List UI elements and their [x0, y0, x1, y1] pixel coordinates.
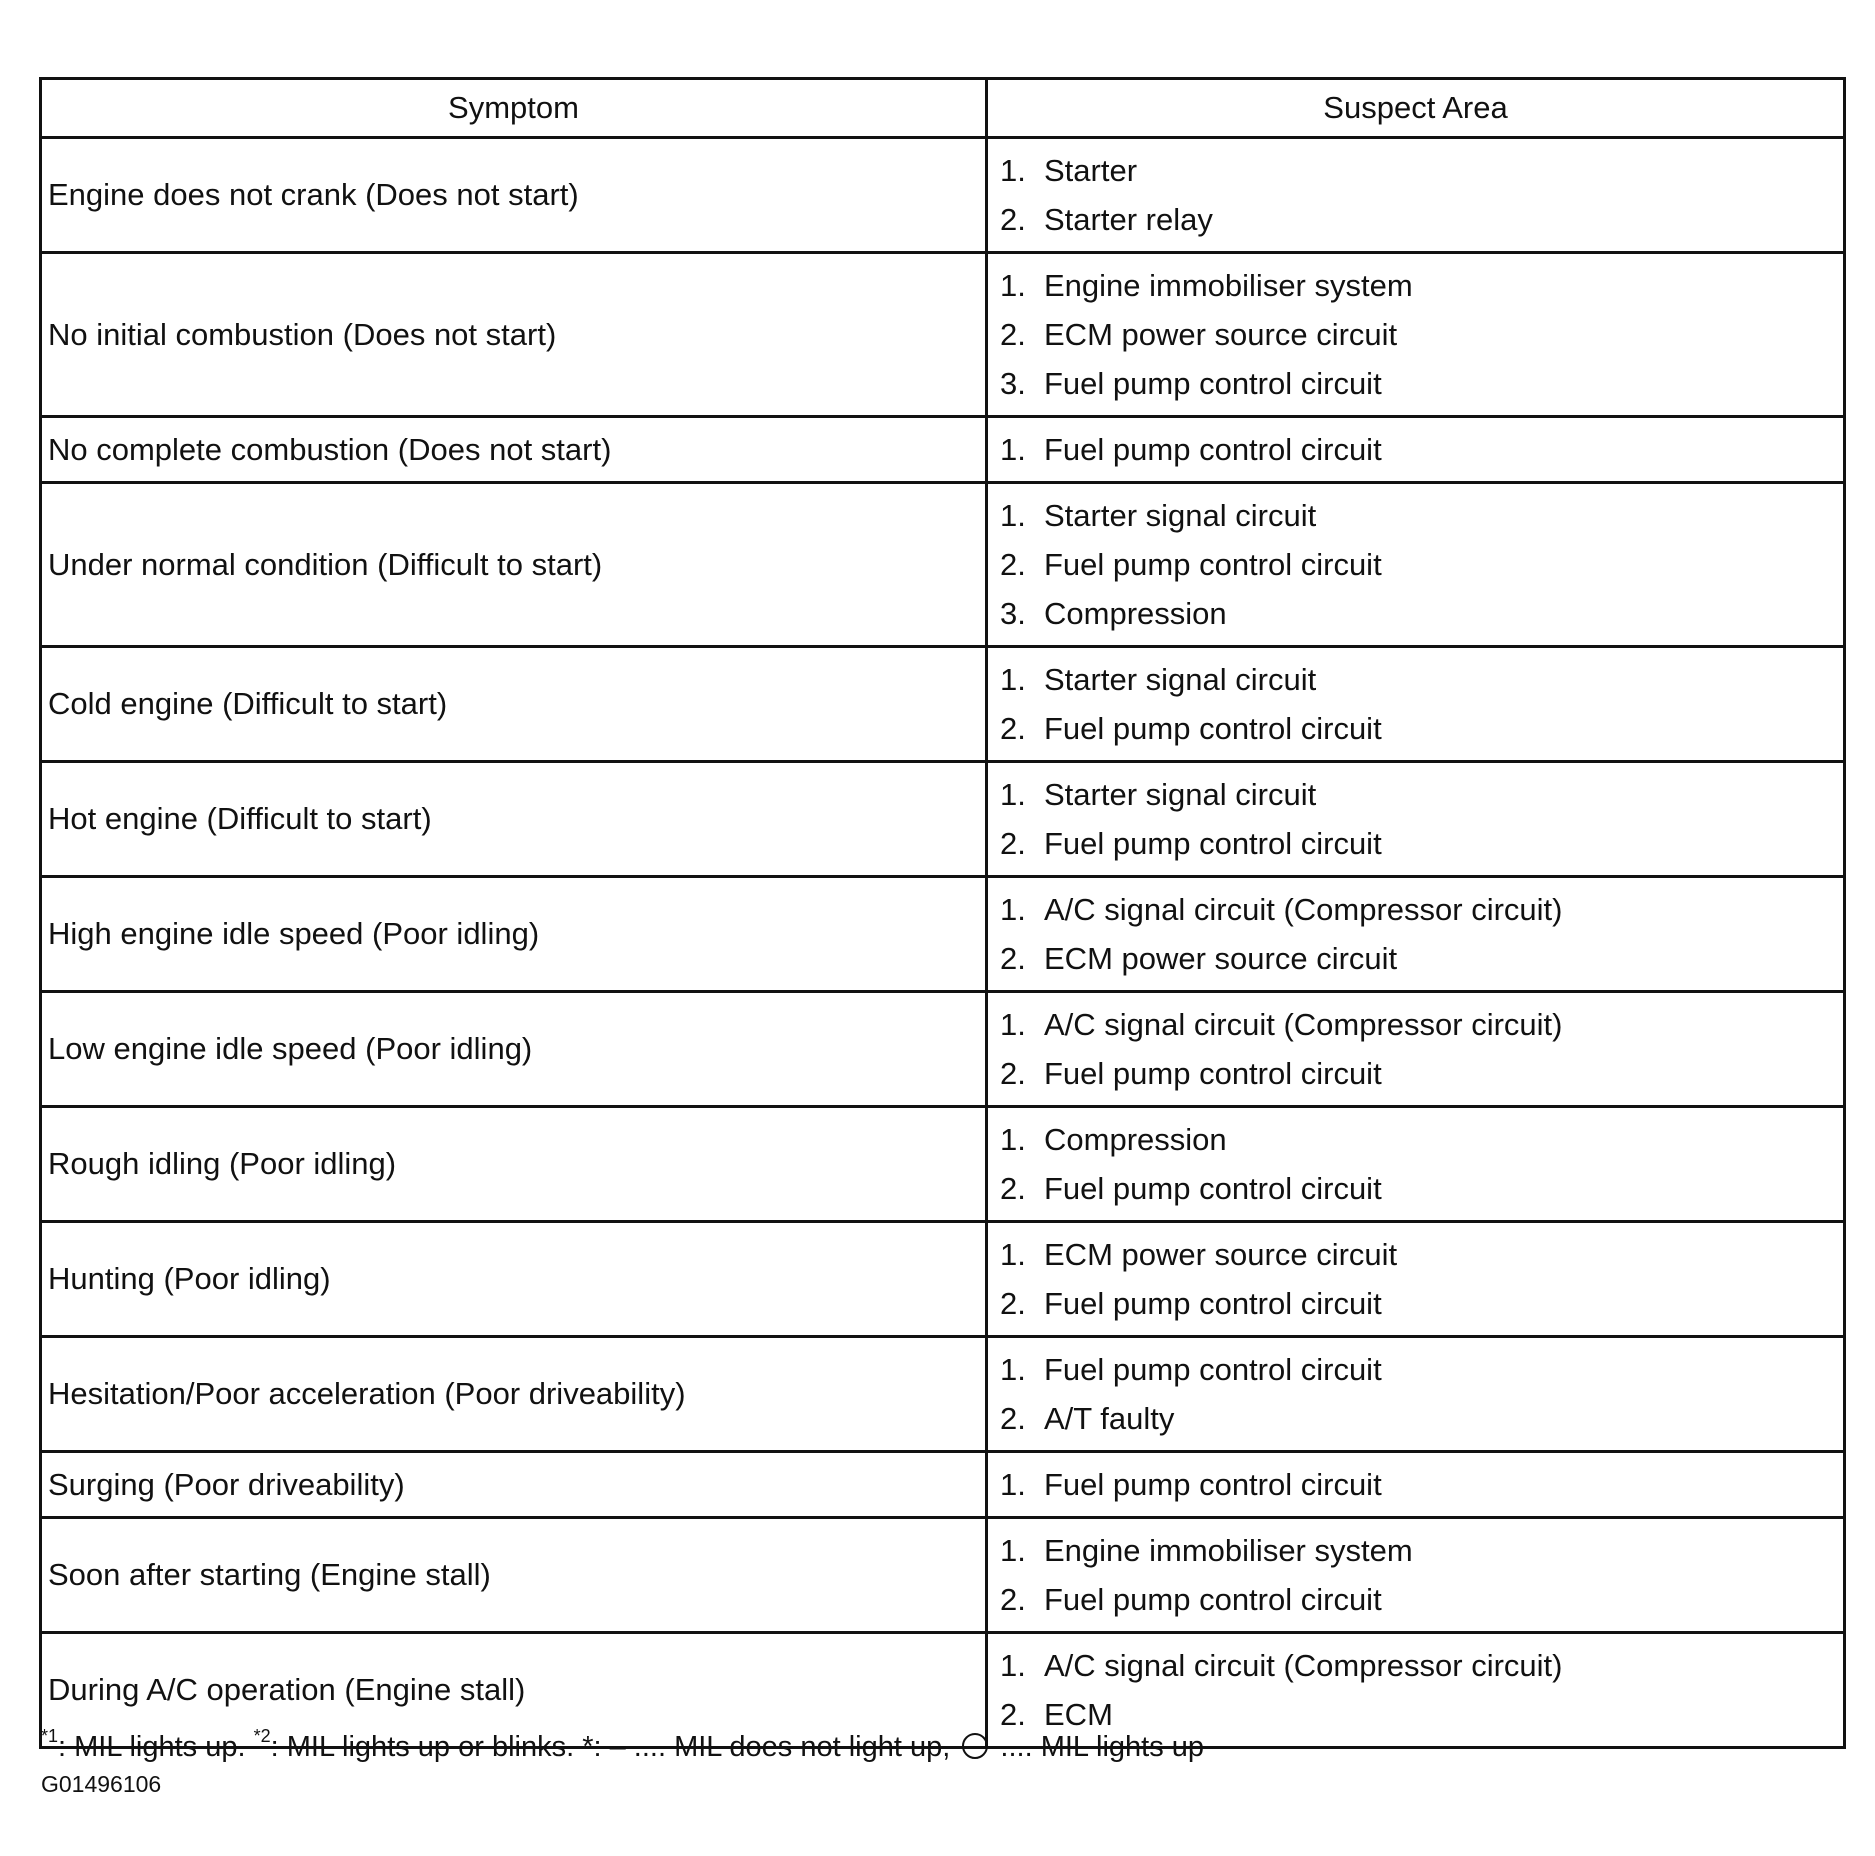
table-row: [41, 1337, 1845, 1452]
symptom-table: [39, 77, 1846, 1749]
suspect-item: [1000, 934, 1843, 983]
symptom-cell: Engine does not crank (Does not start): [41, 138, 987, 253]
symptom-cell: No initial combustion (Does not start): [41, 253, 987, 417]
suspect-item: [1000, 1641, 1843, 1690]
suspect-item: [1000, 425, 1843, 474]
suspect-area-cell: [987, 1518, 1845, 1633]
suspect-item: [1000, 589, 1843, 638]
symptom-cell: Under normal condition (Difficult to start): [41, 483, 987, 647]
suspect-item-number: 2.: [1000, 1401, 1026, 1436]
symptom-cell: Hesitation/Poor acceleration (Poor driveability): [41, 1337, 987, 1452]
suspect-item-number: 1.: [1000, 268, 1026, 303]
suspect-item-text: Fuel pump control circuit: [1044, 366, 1382, 401]
header-row: [41, 79, 1845, 138]
suspect-item: [1000, 540, 1843, 589]
suspect-area-cell: [987, 1337, 1845, 1452]
suspect-item-number: 1.: [1000, 498, 1026, 533]
symptom-cell: Surging (Poor driveability): [41, 1452, 987, 1518]
suspect-item: [1000, 1049, 1843, 1098]
suspect-area-cell: [987, 138, 1845, 253]
suspect-item-number: 2.: [1000, 711, 1026, 746]
suspect-item-text: Starter relay: [1044, 202, 1213, 237]
suspect-item-number: 2.: [1000, 202, 1026, 237]
suspect-item: [1000, 885, 1843, 934]
suspect-area-cell: [987, 877, 1845, 992]
suspect-item: [1000, 1164, 1843, 1213]
suspect-area-cell: [987, 1107, 1845, 1222]
suspect-item: [1000, 310, 1843, 359]
footnote: [41, 1726, 1204, 1764]
suspect-item-number: 2.: [1000, 941, 1026, 976]
suspect-item-number: 1.: [1000, 777, 1026, 812]
suspect-item-text: Fuel pump control circuit: [1044, 711, 1382, 746]
circle-icon: [962, 1733, 988, 1759]
suspect-item-text: Fuel pump control circuit: [1044, 432, 1382, 467]
suspect-area-cell: [987, 1452, 1845, 1518]
table-row: [41, 762, 1845, 877]
symptom-cell: Cold engine (Difficult to start): [41, 647, 987, 762]
suspect-item-text: Fuel pump control circuit: [1044, 1467, 1382, 1502]
suspect-item: [1000, 770, 1843, 819]
symptom-cell: Hot engine (Difficult to start): [41, 762, 987, 877]
suspect-item-text: Fuel pump control circuit: [1044, 1286, 1382, 1321]
suspect-item-text: A/T faulty: [1044, 1401, 1175, 1436]
footnote-text-1: : MIL lights up.: [58, 1731, 254, 1763]
suspect-item-number: 1.: [1000, 153, 1026, 188]
table-row: [41, 1518, 1845, 1633]
footnote-text-2: : MIL lights up or blinks. *: – .... MIL does not light up,: [270, 1731, 959, 1763]
suspect-item-text: Starter: [1044, 153, 1138, 188]
suspect-item: [1000, 1526, 1843, 1575]
suspect-item-text: ECM power source circuit: [1044, 317, 1398, 352]
suspect-area-cell: [987, 647, 1845, 762]
suspect-item-text: Compression: [1044, 1122, 1227, 1157]
table-row: [41, 1452, 1845, 1518]
suspect-item-text: A/C signal circuit (Compressor circuit): [1044, 1648, 1563, 1683]
suspect-item: [1000, 491, 1843, 540]
suspect-item-text: A/C signal circuit (Compressor circuit): [1044, 1007, 1563, 1042]
suspect-item-number: 2.: [1000, 826, 1026, 861]
suspect-item: [1000, 704, 1843, 753]
suspect-item-text: Fuel pump control circuit: [1044, 547, 1382, 582]
suspect-item-number: 2.: [1000, 1286, 1026, 1321]
suspect-item-text: Fuel pump control circuit: [1044, 1582, 1382, 1617]
suspect-item: [1000, 146, 1843, 195]
symptom-cell: Soon after starting (Engine stall): [41, 1518, 987, 1633]
suspect-area-cell: [987, 1222, 1845, 1337]
suspect-item: [1000, 359, 1843, 408]
suspect-item: [1000, 1575, 1843, 1624]
suspect-item-number: 1.: [1000, 432, 1026, 467]
suspect-item-text: Engine immobiliser system: [1044, 1533, 1413, 1568]
table-row: [41, 1107, 1845, 1222]
suspect-item-number: 1.: [1000, 892, 1026, 927]
suspect-item-number: 1.: [1000, 1467, 1026, 1502]
suspect-item-number: 1.: [1000, 1533, 1026, 1568]
suspect-area-cell: [987, 253, 1845, 417]
suspect-item-number: 3.: [1000, 596, 1026, 631]
suspect-item: [1000, 1115, 1843, 1164]
suspect-item-number: 1.: [1000, 1237, 1026, 1272]
suspect-item: [1000, 1460, 1843, 1509]
table-row: [41, 417, 1845, 483]
suspect-area-cell: [987, 992, 1845, 1107]
symptom-cell: Hunting (Poor idling): [41, 1222, 987, 1337]
table-row: [41, 877, 1845, 992]
suspect-item-text: Starter signal circuit: [1044, 498, 1317, 533]
suspect-item-text: Fuel pump control circuit: [1044, 1056, 1382, 1091]
suspect-item: [1000, 195, 1843, 244]
suspect-item-number: 2.: [1000, 317, 1026, 352]
figure-id: G01496106: [41, 1771, 162, 1797]
symptom-cell: During A/C operation (Engine stall): [41, 1633, 987, 1748]
table-row: [41, 138, 1845, 253]
suspect-item: [1000, 1230, 1843, 1279]
suspect-item-number: 2.: [1000, 1582, 1026, 1617]
symptom-column-header: Symptom: [41, 79, 987, 138]
symptom-cell: Rough idling (Poor idling): [41, 1107, 987, 1222]
suspect-item-number: 1.: [1000, 1007, 1026, 1042]
suspect-item: [1000, 261, 1843, 310]
suspect-item: [1000, 1000, 1843, 1049]
footnote-text-3: .... MIL lights up: [992, 1731, 1205, 1763]
suspect-item: [1000, 1345, 1843, 1394]
table-row: [41, 992, 1845, 1107]
table-row: [41, 647, 1845, 762]
suspect-item: [1000, 819, 1843, 868]
suspect-item-number: 1.: [1000, 662, 1026, 697]
table-body: [41, 138, 1845, 1748]
suspect-item-text: ECM power source circuit: [1044, 941, 1398, 976]
symptom-table-container: [39, 77, 1843, 1749]
footnote-mark-1: *1: [41, 1726, 59, 1746]
suspect-item-number: 2.: [1000, 547, 1026, 582]
suspect-item-number: 1.: [1000, 1352, 1026, 1387]
suspect-item-text: Starter signal circuit: [1044, 777, 1317, 812]
suspect-item: [1000, 655, 1843, 704]
symptom-cell: High engine idle speed (Poor idling): [41, 877, 987, 992]
symptom-cell: Low engine idle speed (Poor idling): [41, 992, 987, 1107]
table-row: [41, 253, 1845, 417]
suspect-area-cell: [987, 483, 1845, 647]
suspect-item-number: 2.: [1000, 1697, 1026, 1732]
suspect-item-text: ECM: [1044, 1697, 1113, 1732]
suspect-item-text: Starter signal circuit: [1044, 662, 1317, 697]
suspect-item-number: 1.: [1000, 1648, 1026, 1683]
suspect-item-text: A/C signal circuit (Compressor circuit): [1044, 892, 1563, 927]
symptom-cell: No complete combustion (Does not start): [41, 417, 987, 483]
table-row: [41, 1222, 1845, 1337]
suspect-item-text: Fuel pump control circuit: [1044, 1171, 1382, 1206]
suspect-item-number: 3.: [1000, 366, 1026, 401]
suspect-item-text: Engine immobiliser system: [1044, 268, 1413, 303]
footnote-mark-2: *2: [253, 1726, 271, 1746]
suspect-item-text: Fuel pump control circuit: [1044, 1352, 1382, 1387]
table-row: [41, 483, 1845, 647]
suspect-item-text: Fuel pump control circuit: [1044, 826, 1382, 861]
suspect-area-cell: [987, 417, 1845, 483]
suspect-area-cell: [987, 762, 1845, 877]
suspect-item-number: 2.: [1000, 1171, 1026, 1206]
suspect-item-number: 1.: [1000, 1122, 1026, 1157]
suspect-item-text: ECM power source circuit: [1044, 1237, 1398, 1272]
suspect-item: [1000, 1394, 1843, 1443]
suspect-item-text: Compression: [1044, 596, 1227, 631]
suspect-item: [1000, 1279, 1843, 1328]
suspect-item-number: 2.: [1000, 1056, 1026, 1091]
suspect-area-column-header: Suspect Area: [987, 79, 1845, 138]
